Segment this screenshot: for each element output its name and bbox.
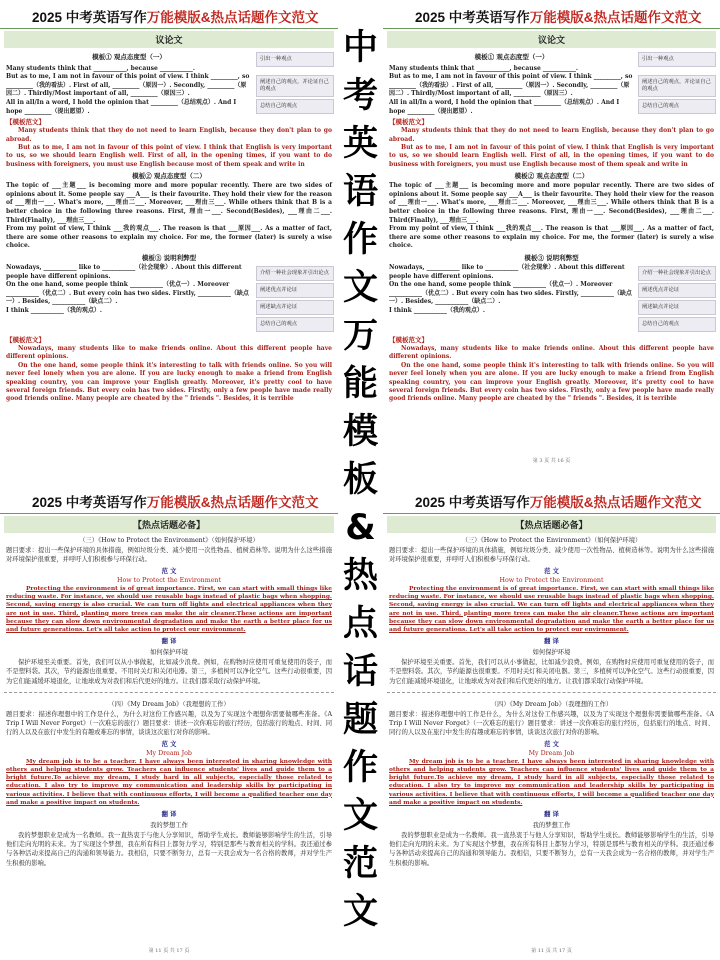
- section-bar: 议论文: [387, 31, 716, 48]
- section-bar: 【热点话题必备】: [387, 516, 716, 533]
- sample-label: 【模板范文】: [389, 118, 428, 127]
- note-box: 阐述优点并论证: [638, 283, 716, 298]
- sample-label: 【模板范文】: [389, 335, 428, 344]
- page-footer: 第 3 页 共 16 页: [532, 458, 571, 464]
- note-box: 阐述自己的观点，并论证自己的观点: [256, 75, 334, 97]
- page-header: 2025 中考英语写作万能模版&热点话题作文范文: [383, 485, 720, 514]
- note-box: 介绍一种社会现象并引出论点: [256, 266, 334, 281]
- page-footer: 第 11 页 共 17 页: [531, 948, 572, 954]
- section-bar: 【热点话题必备】: [4, 516, 334, 533]
- note-box: 总结自己的观点: [256, 99, 334, 114]
- page-header: 2025 中考英语写作万能模版&热点话题作文范文: [0, 485, 338, 514]
- note-box: 引出一种观点: [256, 52, 334, 67]
- note-box: 阐述自己的观点，并论证自己的观点: [638, 75, 716, 97]
- section-bar: 议论文: [4, 31, 334, 48]
- page-header: 2025 中考英语写作万能模版&热点话题作文范文: [0, 0, 338, 29]
- note-box: 阐述优点并论证: [256, 283, 334, 298]
- job-title: （四）《My Dream Job》（我理想的工作）: [108, 700, 230, 708]
- note-box: 阐述缺点并论证: [638, 300, 716, 315]
- template-1: 模板① 观点态度型（一） Many students think that ___________, because ___________. 引出一种观点: [0, 50, 338, 73]
- note-box: 引出一种观点: [638, 52, 716, 67]
- vertical-title: 中 考 英 语 作 文 万 能 模 板 & 热 点 话 题 作 文 范 文: [342, 28, 378, 932]
- page-header: 2025 中考英语写作万能模版&热点话题作文范文: [383, 0, 720, 29]
- sample-label: 【模板范文】: [6, 335, 45, 344]
- note-box: 总结自己的观点: [638, 317, 716, 332]
- page-hot-left: 2025 中考英语写作万能模版&热点话题作文范文 【热点话题必备】 （三）《How to Protect the Environment》（如何保护环境） 题目要求：提出一些保护环境的具体措施，例如垃圾分类、减少使用一次性物品、植树造林等。说明为什么这些措施对环境保护很重要，并呼吁人们积极参与环保行动。 范 文 How to Protect the Environment Protecting the environment is of great importance. First, we can start with small things like reducing waste. For instance, we should use reusable bags instead of plastic bags when shopping. Second, saving energy is also crucial. We can turn off lights and electrical appliances when they are not in use. Third, planting more trees can make the air cleaner.These actions are important because they can slow down environmental degradation and make the earth a better place for us and future generations. Let's all take action to protect our environment. 翻 译 如何保护环境 保护环境至关重要。首先，我们可以从小事做起，比如减少浪费。例如，在购物时应使用可重复使用的袋子，而不是塑料袋。其次，节约能源也很重要。不用时关灯和关闭电器。第三，多植树可以净化空气。这些行动很重要，因为它们能减缓环境退化，让地球成为对我们和后代更好的地方。让我们都采取行动保护环境。 （四）《My Dream Job》（我理想的工作） 题目要求：描述你理想中的工作是什么，为什么对这份工作感兴趣，以及为了实现这个理想你需要做哪些准备。《A Trip I Will Never Forget》（一次难忘的旅行）题目要求：讲述一次你难忘的旅行经历，包括旅行的地点、时间、同行的人以及在旅行中发生的有趣或难忘的事情，谈谈这次旅行对你的影响。 范 文 My Dream Job My dream job is to be a teacher. I have always been interested in sharing knowledge with others and helping students grow. Teachers can influence students' lives and guide them to a bright future.To achieve my dream, I study hard in all subjects, especially those related to education. I also try to improve my communication and leadership skills by participating in various activities. I believe that with continuous efforts, I will become a qualified teacher one day and make a positive impact on students. 翻 译 我的梦想工作 我的梦想职业是成为一名教师。我一直热衷于与他人分享知识，帮助学生成长。教师能够影响学生的生活，引导他们走向光明的未来。为了实现这个梦想，我在所有科目上都努力学习，特别是那些与教育相关的学科。我还通过参与各种活动来提高自己的沟通和领导能力。我相信，只要不断努力，总有一天我会成为一名合格的教师，并对学生产生积极的影响。 第 11 页 共 17 页: [0, 485, 338, 960]
- note-box: 总结自己的观点: [256, 317, 334, 332]
- page-argument-left: 2025 中考英语写作万能模版&热点话题作文范文 议论文 模板① 观点态度型（一） Many students think that ___________, because ___________. 引出一种观点 But as to me, I am not in favour of this point of view. I think _________, so _________（我的看法）. First of all, _________（原因一）. Secondly, _________（原因二）. Thirdly/Most important of all, _________（原因三）. All in all/In a word, I hold the opinion that _________（总结观点）. And I hope _________（提出愿望）. 阐述自己的观点，并论证自己的观点 总结自己的观点 【模板范文】 Many students think that they do not need to learn English, because they don't plan to go abroad. But as to me, I am not in favour of this point of view. I think that English is very important to us, so we should learn English well. First of all, in the opening times, if you want to do business with foreigners, you must use English because most of them speak and write in 模板② 观点态度型（二） The topic of ___主题___ is becoming more and more popular recently. There are two sides of opinions about it. Some people say ___A___ is their favourite. They hold their view for the reason of ___理由一___. What's more, ___理由二___. Moreover, ___理由三___. While others think that B is a better choice in the following three reasons. First, 理由一___. Second(Besides), ___理由二___. Third(Finally), ___理由三___. From my point of view, I think ___我的观点___. The reason is that ___原因___. As a matter of fact, there are some other reasons to explain my choice. For me, the former (later) is surely a wise choice. 模板③ 说明利弊型 Nowadays, ___________ like to ___________（社会现象）. About this different people have different opinions. On the one hand, some people think ___________（优点一）. Moreover ___________（优点二）. But every coin has two sides. Firstly, ___________（缺点一）. Besides, ___________（缺点二）. I think ___________（我的观点）. 介绍一种社会现象并引出论点 阐述优点并论证 阐述缺点并论证 总结自己的观点 【模板范文】 Nowadays, many students like to make friends online. About this different people have different opinions. On the one hand, some people think it's interesting to talk with friends online. So you will never feel lonely when you are alone. If you are lucky enough to make a friend from English speaking country, you can improve your English greatly. Moreover, it's pretty cool to have several foreign friends. But every coin has two sides. Firstly, only a few people have made really good friends online. Many people are cheated by the " friends ". Besides, it is terrible: [0, 0, 338, 470]
- page-footer: 第 11 页 共 17 页: [148, 948, 190, 954]
- note-box: 总结自己的观点: [638, 99, 716, 114]
- template-3-title: 模板③ 说明利弊型: [141, 253, 197, 262]
- note-box: 阐述缺点并论证: [256, 300, 334, 315]
- env-title: （三）《How to Protect the Environment》（如何保护环境）: [79, 537, 259, 544]
- sample-label: 【模板范文】: [6, 118, 45, 127]
- page-hot-right: 2025 中考英语写作万能模版&热点话题作文范文 【热点话题必备】 （三）《How to Protect the Environment》（如何保护环境） 题目要求：提出一些保护环境的具体措施，例如垃圾分类、减少使用一次性物品、植树造林等。说明为什么这些措施对环境保护很重要，并呼吁人们积极参与环保行动。 范 文 How to Protect the Environment Protecting the environment is of great importance. First, we can start with small things like reducing waste. For instance, we should use reusable bags instead of plastic bags when shopping. Second, saving energy is also crucial. We can turn off lights and electrical appliances when they are not in use. Third, planting more trees can make the air cleaner.These actions are important because they can slow down environmental degradation and make the earth a better place for us and future generations. Let's all take action to protect our environment. 翻 译 如何保护环境 保护环境至关重要。首先，我们可以从小事做起，比如减少浪费。例如，在购物时应使用可重复使用的袋子，而不是塑料袋。其次，节约能源也很重要。不用时关灯和关闭电器。第三，多植树可以净化空气。这些行动很重要，因为它们能减缓环境退化，让地球成为对我们和后代更好的地方。让我们都采取行动保护环境。 （四）《My Dream Job》（我理想的工作） 题目要求：描述你理想中的工作是什么，为什么对这份工作感兴趣，以及为了实现这个理想你需要做哪些准备。《A Trip I Will Never Forget》（一次难忘的旅行）题目要求：讲述一次你难忘的旅行经历，包括旅行的地点、时间、同行的人以及在旅行中发生的有趣或难忘的事情，谈谈这次旅行对你的影响。 范 文 My Dream Job My dream job is to be a teacher. I have always been interested in sharing knowledge with others and helping students grow. Teachers can influence students' lives and guide them to a bright future.To achieve my dream, I study hard in all subjects, especially those related to education. I also try to improve my communication and leadership skills by participating in various activities. I believe that with continuous efforts, I will become a qualified teacher one day and make a positive impact on students. 翻 译 我的梦想工作 我的梦想职业是成为一名教师。我一直热衷于与他人分享知识，帮助学生成长。教师能够影响学生的生活，引导他们走向光明的未来。为了实现这个梦想，我在所有科目上都努力学习，特别是那些与教育相关的学科。我还通过参与各种活动来提高自己的沟通和领导能力。我相信，只要不断努力，总有一天我会成为一名合格的教师，并对学生产生积极的影响。 第 11 页 共 17 页: [383, 485, 720, 960]
- note-box: 介绍一种社会现象并引出论点: [638, 266, 716, 281]
- template-2-title: 模板② 观点态度型（二）: [132, 172, 206, 181]
- page-argument-right: 2025 中考英语写作万能模版&热点话题作文范文 议论文 模板① 观点态度型（一） Many students think that ___________, because ___________. 引出一种观点 But as to me, I am not in favour of this point of view. I think _________, so _________（我的看法）. First of all, _________（原因一）. Secondly, _________（原因二）. Thirdly/Most important of all, _________（原因三）. All in all/In a word, I hold the opinion that _________（总结观点）. And I hope _________（提出愿望）. 阐述自己的观点，并论证自己的观点 总结自己的观点 【模板范文】 Many students think that they do not need to learn English, because they don't plan to go abroad. But as to me, I am not in favour of this point of view. I think that English is very important to us, so we should learn English well. First of all, in the opening times, if you want to do business with foreigners, you must use English because most of them speak and write in 模板② 观点态度型（二） The topic of ___主题___ is becoming more and more popular recently. There are two sides of opinions about it. Some people say ___A___ is their favourite. They hold their view for the reason of ___理由一___. What's more, ___理由二___. Moreover, ___理由三___. While others think that B is a better choice in the following three reasons. First, 理由一___. Second(Besides), ___理由二___. Third(Finally), ___理由三___. From my point of view, I think ___我的观点___. The reason is that ___原因___. As a matter of fact, there are some other reasons to explain my choice. For me, the former (later) is surely a wise choice. 模板③ 说明利弊型 Nowadays, ___________ like to ___________（社会现象）. About this different people have different opinions. On the one hand, some people think ___________（优点一）. Moreover ___________（优点二）. But every coin has two sides. Firstly, ___________（缺点一）. Besides, ___________（缺点二）. I think ___________（我的观点）. 介绍一种社会现象并引出论点 阐述优点并论证 阐述缺点并论证 总结自己的观点 【模板范文】 Nowadays, many students like to make friends online. About this different people have different opinions. On the one hand, some people think it's interesting to talk with friends online. So you will never feel lonely when you are alone. If you are lucky enough to make a friend from English speaking country, you can improve your English greatly. Moreover, it's pretty cool to have several foreign friends. But every coin has two sides. Firstly, only a few people have made really good friends online. Many people are cheated by the " friends ". Besides, it is terrible 第 3 页 共 16 页: [383, 0, 720, 470]
